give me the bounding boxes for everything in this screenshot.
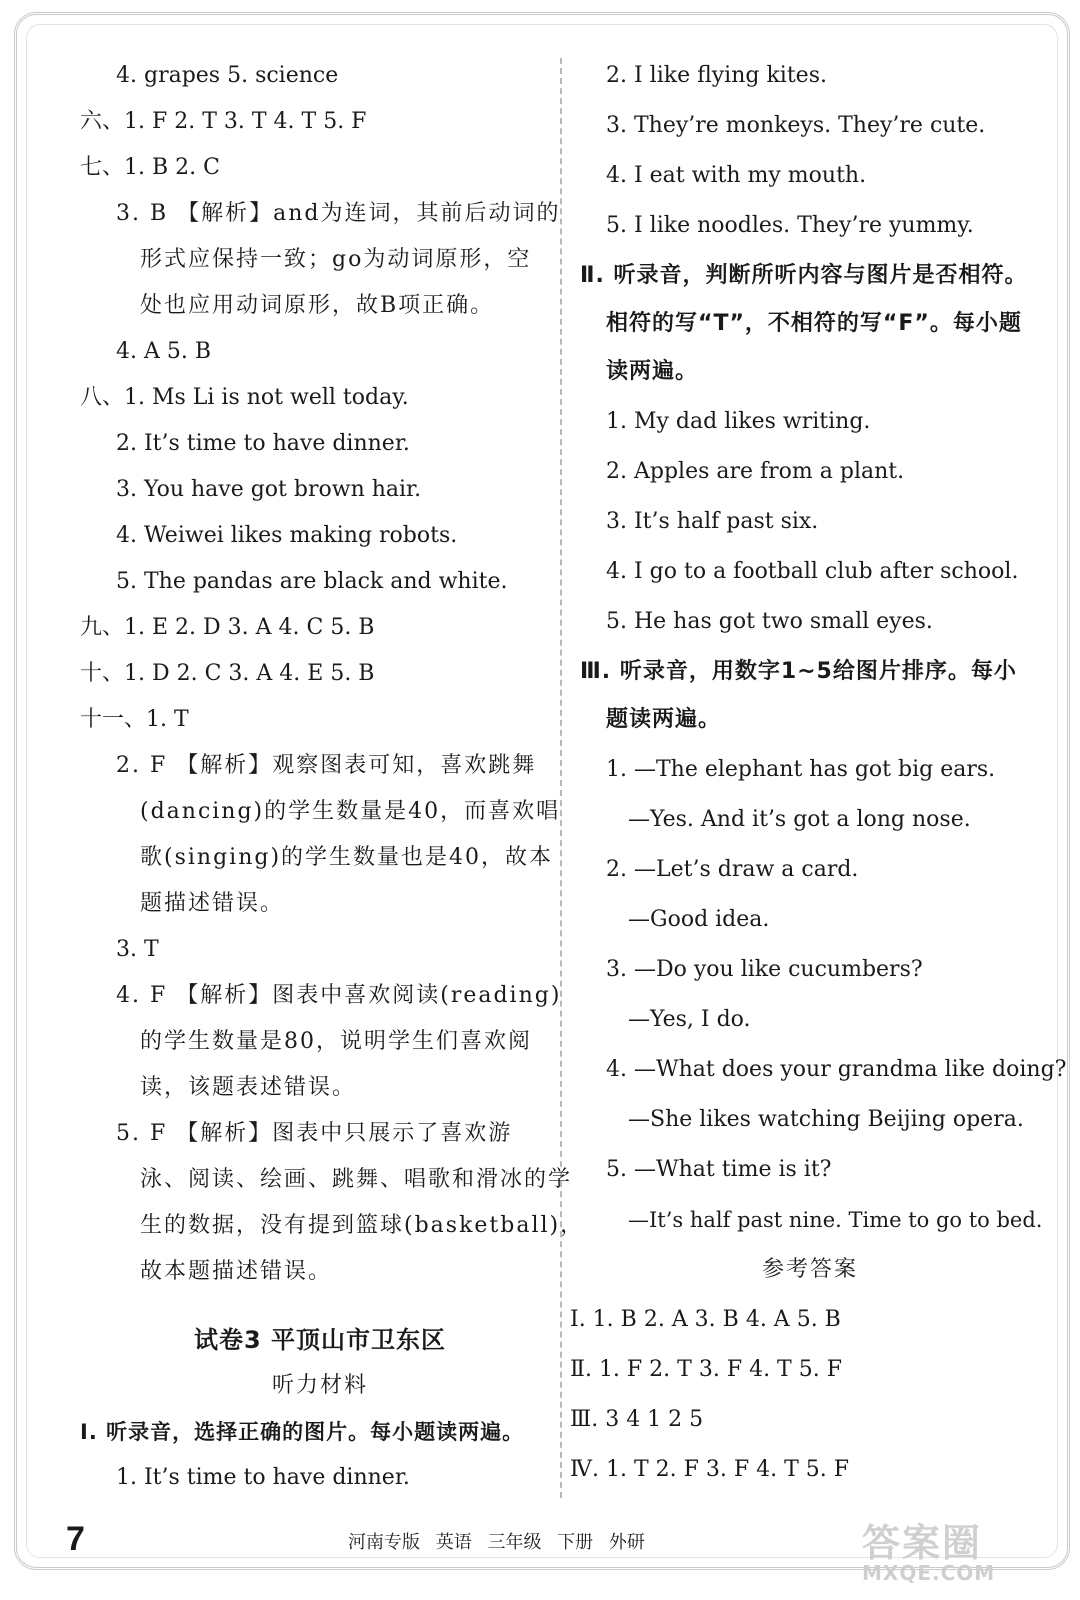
watermark-text: 答案圈 [862, 1521, 983, 1565]
transcript-line: 1. My dad likes writing. [606, 409, 871, 434]
answer-line: Ⅲ. 3 4 1 2 5 [570, 1407, 704, 1432]
dialogue-line: —It’s half past nine. Time to go to bed. [628, 1208, 1043, 1232]
answer-line: Ⅳ. 1. T 2. F 3. F 4. T 5. F [570, 1457, 849, 1482]
answer-line: 2. It’s time to have dinner. [116, 431, 410, 456]
answer-line: 1. It’s time to have dinner. [116, 1465, 410, 1490]
question-instruction: 相符的写“T”，不相符的写“F”。每小题 [606, 311, 1022, 336]
transcript-line: 5. He has got two small eyes. [606, 609, 933, 634]
transcript-line: 2. Apples are from a plant. [606, 459, 905, 484]
section-title: 参考答案 [761, 1257, 858, 1282]
watermark-logo [862, 1512, 1052, 1584]
section-title: 听力材料 [271, 1373, 368, 1398]
explanation-line: 读，该题表述错误。 [140, 1075, 357, 1100]
answer-line: 4. A 5. B [116, 339, 212, 364]
explanation-line: 2. F 【解析】观察图表可知，喜欢跳舞 [116, 753, 537, 778]
answer-line: Ⅱ. 1. F 2. T 3. F 4. T 5. F [570, 1357, 842, 1382]
transcript-line: 5. I like noodles. They’re yummy. [606, 213, 974, 238]
answer-line: 六、1. F 2. T 3. T 4. T 5. F [80, 109, 367, 134]
explanation-line: 4. F 【解析】图表中喜欢阅读(reading) [116, 983, 562, 1008]
column-divider [560, 58, 562, 1498]
explanation-line: 故本题描述错误。 [140, 1259, 333, 1284]
question-instruction: Ⅲ. 听录音，用数字1~5给图片排序。每小 [580, 659, 1017, 684]
question-instruction: Ⅰ. 听录音，选择正确的图片。每小题读两遍。 [80, 1420, 525, 1444]
answer-line: 九、1. E 2. D 3. A 4. C 5. B [80, 615, 375, 640]
explanation-line: 形式应保持一致；go为动词原形，空 [140, 247, 532, 272]
dialogue-line: 5. —What time is it? [606, 1157, 832, 1182]
answer-line: 3. You have got brown hair. [116, 477, 422, 502]
test-title: 试卷3 平顶山市卫东区 [193, 1326, 447, 1354]
dialogue-line: —She likes watching Beijing opera. [628, 1107, 1024, 1132]
explanation-line: 3. B 【解析】and为连词，其前后动词的 [116, 201, 561, 226]
explanation-line: 泳、阅读、绘画、跳舞、唱歌和滑冰的学 [140, 1167, 573, 1192]
answer-line: 4. Weiwei likes making robots. [116, 523, 458, 548]
transcript-line: 4. I go to a football club after school. [606, 559, 1019, 584]
dialogue-line: —Yes, I do. [628, 1007, 751, 1032]
explanation-line: 生的数据，没有提到篮球(basketball)， [140, 1213, 585, 1238]
answer-line: 4. grapes 5. science [116, 63, 339, 88]
question-instruction: Ⅱ. 听录音，判断所听内容与图片是否相符。 [580, 263, 1028, 288]
explanation-line: 5. F 【解析】图表中只展示了喜欢游 [116, 1121, 513, 1146]
answer-line: 七、1. B 2. C [80, 155, 220, 180]
answer-line: 十一、1. T [80, 707, 189, 732]
answer-line: 十、1. D 2. C 3. A 4. E 5. B [80, 661, 375, 686]
dialogue-line: 1. —The elephant has got big ears. [606, 757, 996, 782]
transcript-line: 2. I like flying kites. [606, 63, 827, 88]
dialogue-line: —Yes. And it’s got a long nose. [628, 807, 971, 832]
question-instruction: 读两遍。 [606, 359, 699, 384]
dialogue-line: 4. —What does your grandma like doing? [606, 1057, 1067, 1082]
answer-line: 八、1. Ms Li is not well today. [80, 385, 409, 410]
explanation-line: 题描述错误。 [140, 891, 285, 916]
transcript-line: 4. I eat with my mouth. [606, 163, 867, 188]
answer-line: Ⅰ. 1. B 2. A 3. B 4. A 5. B [570, 1307, 841, 1332]
answer-line: 5. The pandas are black and white. [116, 569, 508, 594]
watermark-url: MXQE.COM [862, 1561, 996, 1585]
dialogue-line: —Good idea. [628, 907, 770, 932]
explanation-line: 歌(singing)的学生数量也是40，故本 [140, 845, 554, 870]
transcript-line: 3. They’re monkeys. They’re cute. [606, 113, 986, 138]
explanation-line: (dancing)的学生数量是40，而喜欢唱 [140, 799, 561, 824]
transcript-line: 3. It’s half past six. [606, 509, 819, 534]
explanation-line: 处也应用动词原形，故B项正确。 [140, 293, 495, 318]
explanation-line: 的学生数量是80，说明学生们喜欢阅 [140, 1029, 532, 1054]
dialogue-line: 3. —Do you like cucumbers? [606, 957, 923, 982]
answer-line: 3. T [116, 937, 159, 962]
dialogue-line: 2. —Let’s draw a card. [606, 857, 859, 882]
question-instruction: 题读两遍。 [606, 707, 722, 732]
page-number: 7 [66, 1520, 85, 1558]
footer-text: 河南专版 英语 三年级 下册 外研 [348, 1532, 645, 1553]
